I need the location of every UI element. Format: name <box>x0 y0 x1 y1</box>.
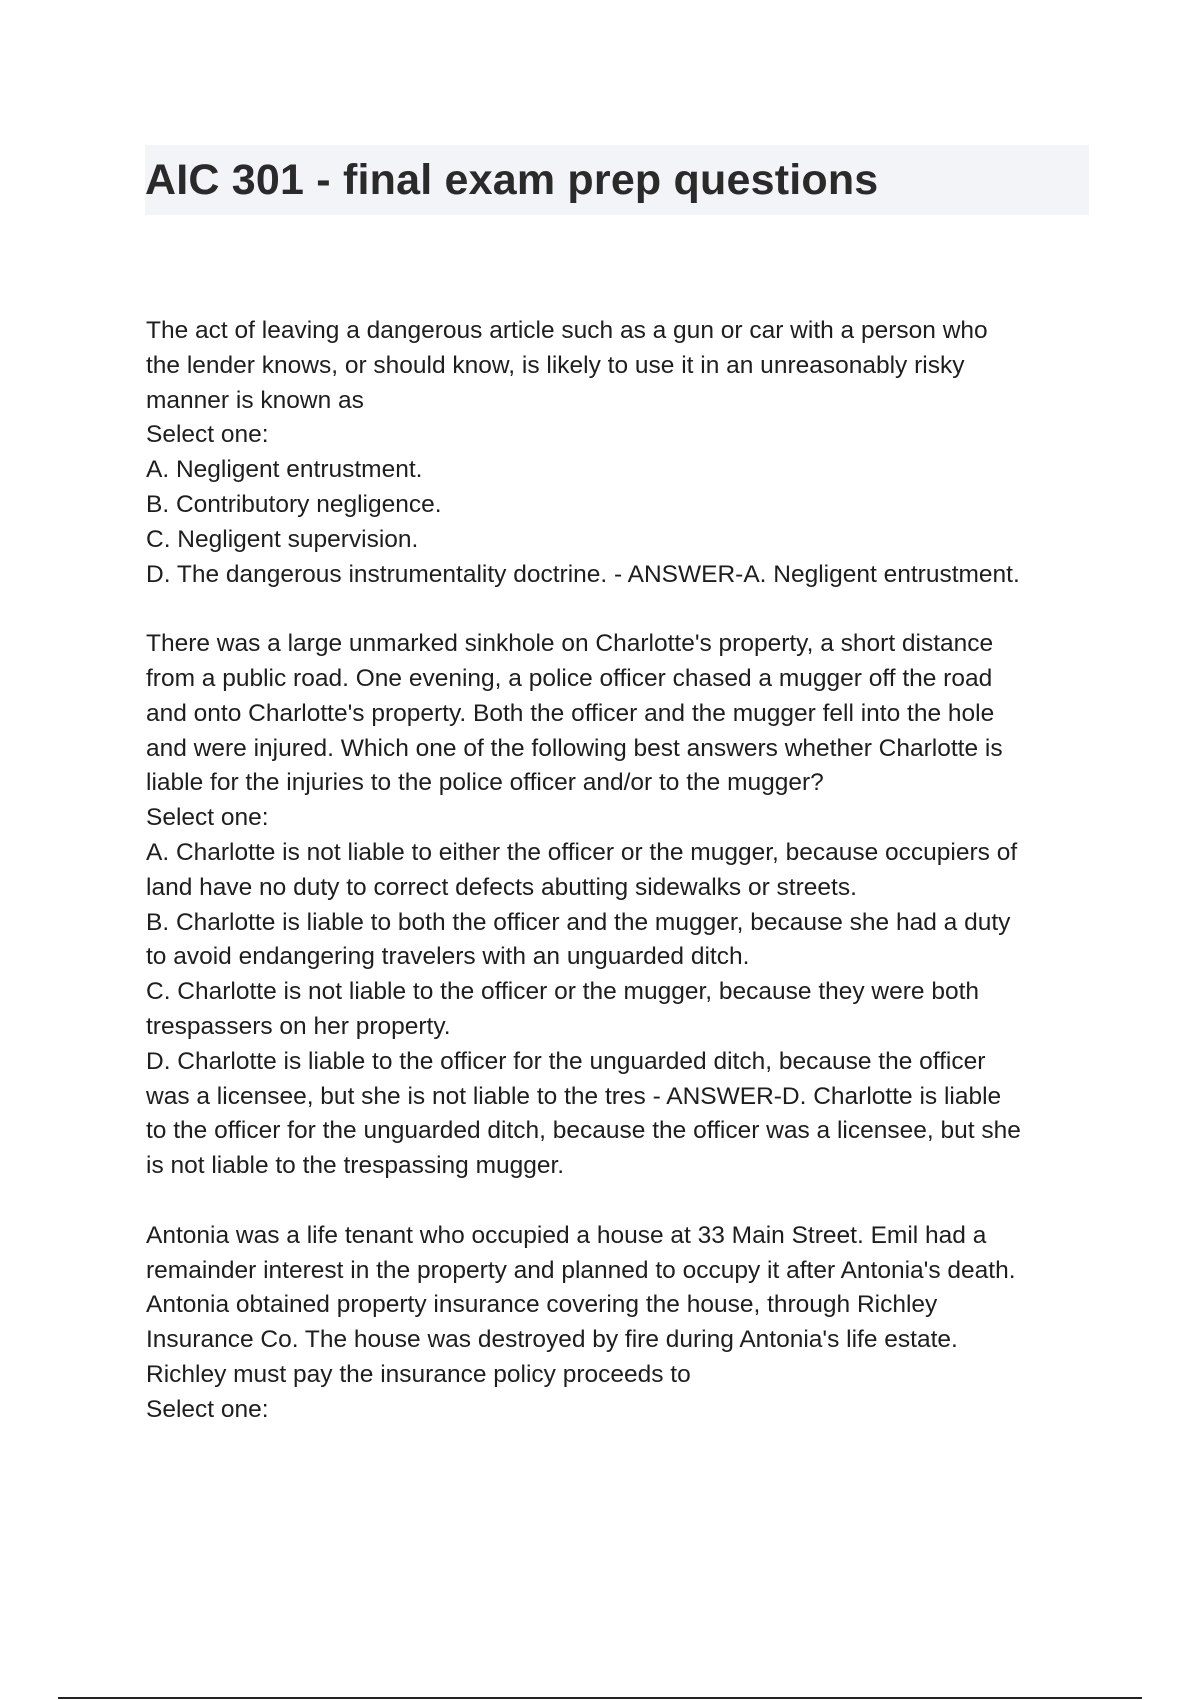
question-2-option-b-line-1: B. Charlotte is liable to both the officer and the mugger, because she had a duty <box>146 908 1011 936</box>
question-2-option-c-line-1: C. Charlotte is not liable to the officer or the mugger, because they were both <box>146 978 980 1006</box>
question-2-stem-line-4: and were injured. Which one of the following best answers whether Charlotte is <box>146 734 1003 762</box>
question-2-stem-line-1: There was a large unmarked sinkhole on Charlotte's property, a short distance <box>146 630 994 658</box>
question-2-stem-line-3: and onto Charlotte's property. Both the officer and the mugger fell into the hole <box>146 699 995 727</box>
footer-divider <box>58 1697 1142 1699</box>
question-1-stem-line-1: The act of leaving a dangerous article such as a gun or car with a person who <box>146 317 988 344</box>
question-2-option-d-line-2: was a licensee, but she is not liable to the tres - ANSWER-D. Charlotte is liable <box>146 1082 1002 1110</box>
question-1-option-d-answer: D. The dangerous instrumentality doctrine. - ANSWER-A. Negligent entrustment. <box>146 560 1020 588</box>
question-2-option-a-line-1: A. Charlotte is not liable to either the officer or the mugger, because occupiers of <box>146 838 1018 866</box>
question-1-stem-line-3: manner is known as <box>146 386 364 414</box>
question-2-stem-line-5: liable for the injuries to the police officer and/or to the mugger? <box>146 769 824 797</box>
question-2-option-c-line-2: trespassers on her property. <box>146 1012 451 1040</box>
question-1-stem-line-2: the lender knows, or should know, is likely to use it in an unreasonably risky <box>146 351 965 379</box>
question-list <box>146 314 1096 1462</box>
title-banner <box>145 145 1089 215</box>
question-3-stem-line-3: Antonia obtained property insurance covering the house, through Richley <box>146 1291 938 1319</box>
question-2-option-b-line-2: to avoid endangering travelers with an unguarded ditch. <box>146 943 750 971</box>
question-2-option-d-line-1: D. Charlotte is liable to the officer for the unguarded ditch, because the officer <box>146 1047 986 1075</box>
question-3 <box>146 1219 1096 1428</box>
question-3-stem-line-1: Antonia was a life tenant who occupied a house at 33 Main Street. Emil had a <box>146 1221 987 1249</box>
question-3-prompt: Select one: <box>146 1395 269 1423</box>
question-2-stem-line-2: from a public road. One evening, a police officer chased a mugger off the road <box>146 664 993 692</box>
question-3-stem-line-5: Richley must pay the insurance policy proceeds to <box>146 1360 691 1388</box>
question-2-prompt: Select one: <box>146 804 269 832</box>
question-3-stem-line-4: Insurance Co. The house was destroyed by fire during Antonia's life estate. <box>146 1326 958 1354</box>
question-1-prompt: Select one: <box>146 421 269 449</box>
page-title: AIC 301 - final exam prep questions <box>145 156 879 204</box>
question-1-option-b: B. Contributory negligence. <box>146 490 442 518</box>
question-1-option-a: A. Negligent entrustment. <box>146 456 423 484</box>
question-1-option-c: C. Negligent supervision. <box>146 525 419 553</box>
question-3-stem-line-2: remainder interest in the property and planned to occupy it after Antonia's death. <box>146 1256 1016 1284</box>
question-1 <box>146 314 1096 592</box>
question-2-option-a-line-2: land have no duty to correct defects abutting sidewalks or streets. <box>146 873 857 901</box>
question-2-answer-line-1: to the officer for the unguarded ditch, because the officer was a licensee, but she <box>146 1117 1021 1145</box>
question-2-answer-line-2: is not liable to the trespassing mugger. <box>146 1152 565 1180</box>
question-2 <box>146 627 1096 1184</box>
